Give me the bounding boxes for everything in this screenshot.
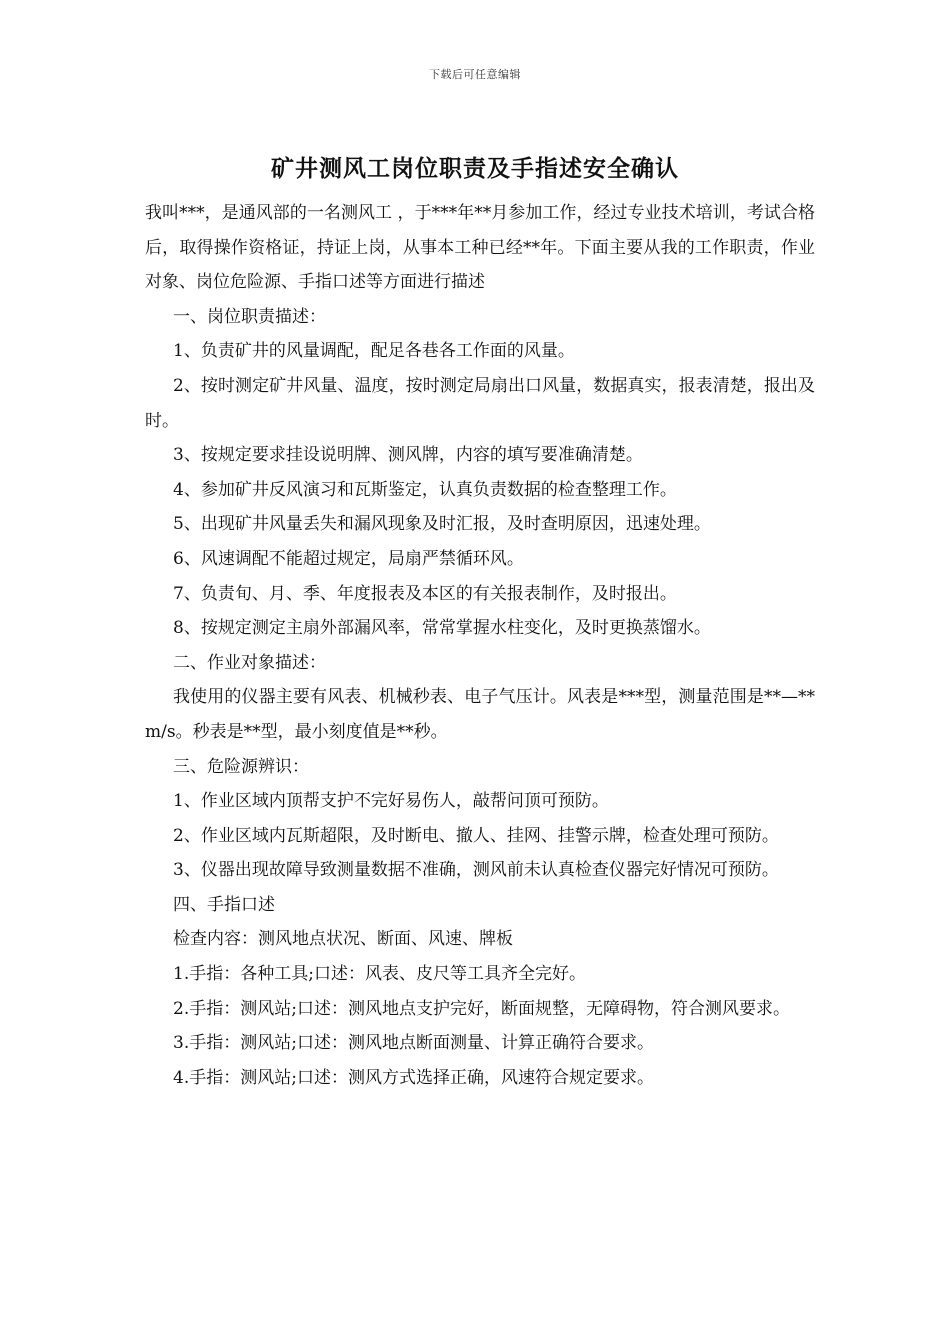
paragraph: 检查内容：测风地点状况、断面、风速、牌板 bbox=[173, 929, 513, 950]
header-note: 下载后可任意编辑 bbox=[429, 68, 521, 81]
list-item: 1、作业区域内顶帮支护不完好易伤人，敲帮问顶可预防。 bbox=[173, 791, 609, 812]
list-item: 3、按规定要求挂设说明牌、测风牌，内容的填写要准确清楚。 bbox=[173, 445, 643, 466]
list-item: 3、仪器出现故障导致测量数据不准确，测风前未认真检查仪器完好情况可预防。 bbox=[173, 860, 779, 881]
section-heading: 一、岗位职责描述： bbox=[173, 306, 326, 327]
list-item: 8、按规定测定主扇外部漏风率，常常掌握水柱变化，及时更换蒸馏水。 bbox=[173, 618, 711, 639]
section-heading: 四、手指口述 bbox=[173, 894, 275, 915]
paragraph: 我叫***，是通风部的一名测风工 ，于***年**月参加工作，经过专业技术培训，考试合格后，取得操作资格证，持证上岗，从事本工种已经**年。下面主要从我的工作职责，作业对象、岗位危险源、手指口述等方面进行描述 bbox=[145, 203, 815, 293]
section-heading: 三、危险源辨识： bbox=[173, 756, 309, 777]
list-item: 5、出现矿井风量丢失和漏风现象及时汇报，及时查明原因，迅速处理。 bbox=[173, 514, 711, 535]
list-item: 2、作业区域内瓦斯超限，及时断电、撤人、挂网、挂警示牌，检查处理可预防。 bbox=[173, 825, 779, 846]
page-title: 矿井测风工岗位职责及手指述安全确认 bbox=[271, 155, 679, 182]
list-item: 7、负责旬、月、季、年度报表及本区的有关报表制作，及时报出。 bbox=[173, 583, 677, 604]
paragraph: 我使用的仪器主要有风表、机械秒表、电子气压计。风表是***型，测量范围是**—**m/s。秒表是**型，最小刻度值是**秒。 bbox=[145, 687, 815, 742]
list-item: 4、参加矿井反风演习和瓦斯鉴定，认真负责数据的检查整理工作。 bbox=[173, 479, 677, 500]
list-item: 1、负责矿井的风量调配，配足各巷各工作面的风量。 bbox=[173, 341, 575, 362]
list-item: 2、按时测定矿井风量、温度，按时测定局扇出口风量，数据真实，报表清楚，报出及时。 bbox=[145, 375, 815, 431]
list-item: 2.手指：测风站;口述：测风地点支护完好，断面规整，无障碍物，符合测风要求。 bbox=[173, 998, 790, 1019]
document-body bbox=[145, 196, 815, 1095]
list-item: 3.手指：测风站;口述：测风地点断面测量、计算正确符合要求。 bbox=[173, 1033, 654, 1054]
list-item: 4.手指：测风站;口述：测风方式选择正确，风速符合规定要求。 bbox=[173, 1067, 654, 1088]
section-heading: 二、作业对象描述： bbox=[173, 652, 326, 673]
list-item: 6、风速调配不能超过规定，局扇严禁循环风。 bbox=[173, 548, 524, 569]
list-item: 1.手指：各种工具;口述：风表、皮尺等工具齐全完好。 bbox=[173, 964, 586, 985]
